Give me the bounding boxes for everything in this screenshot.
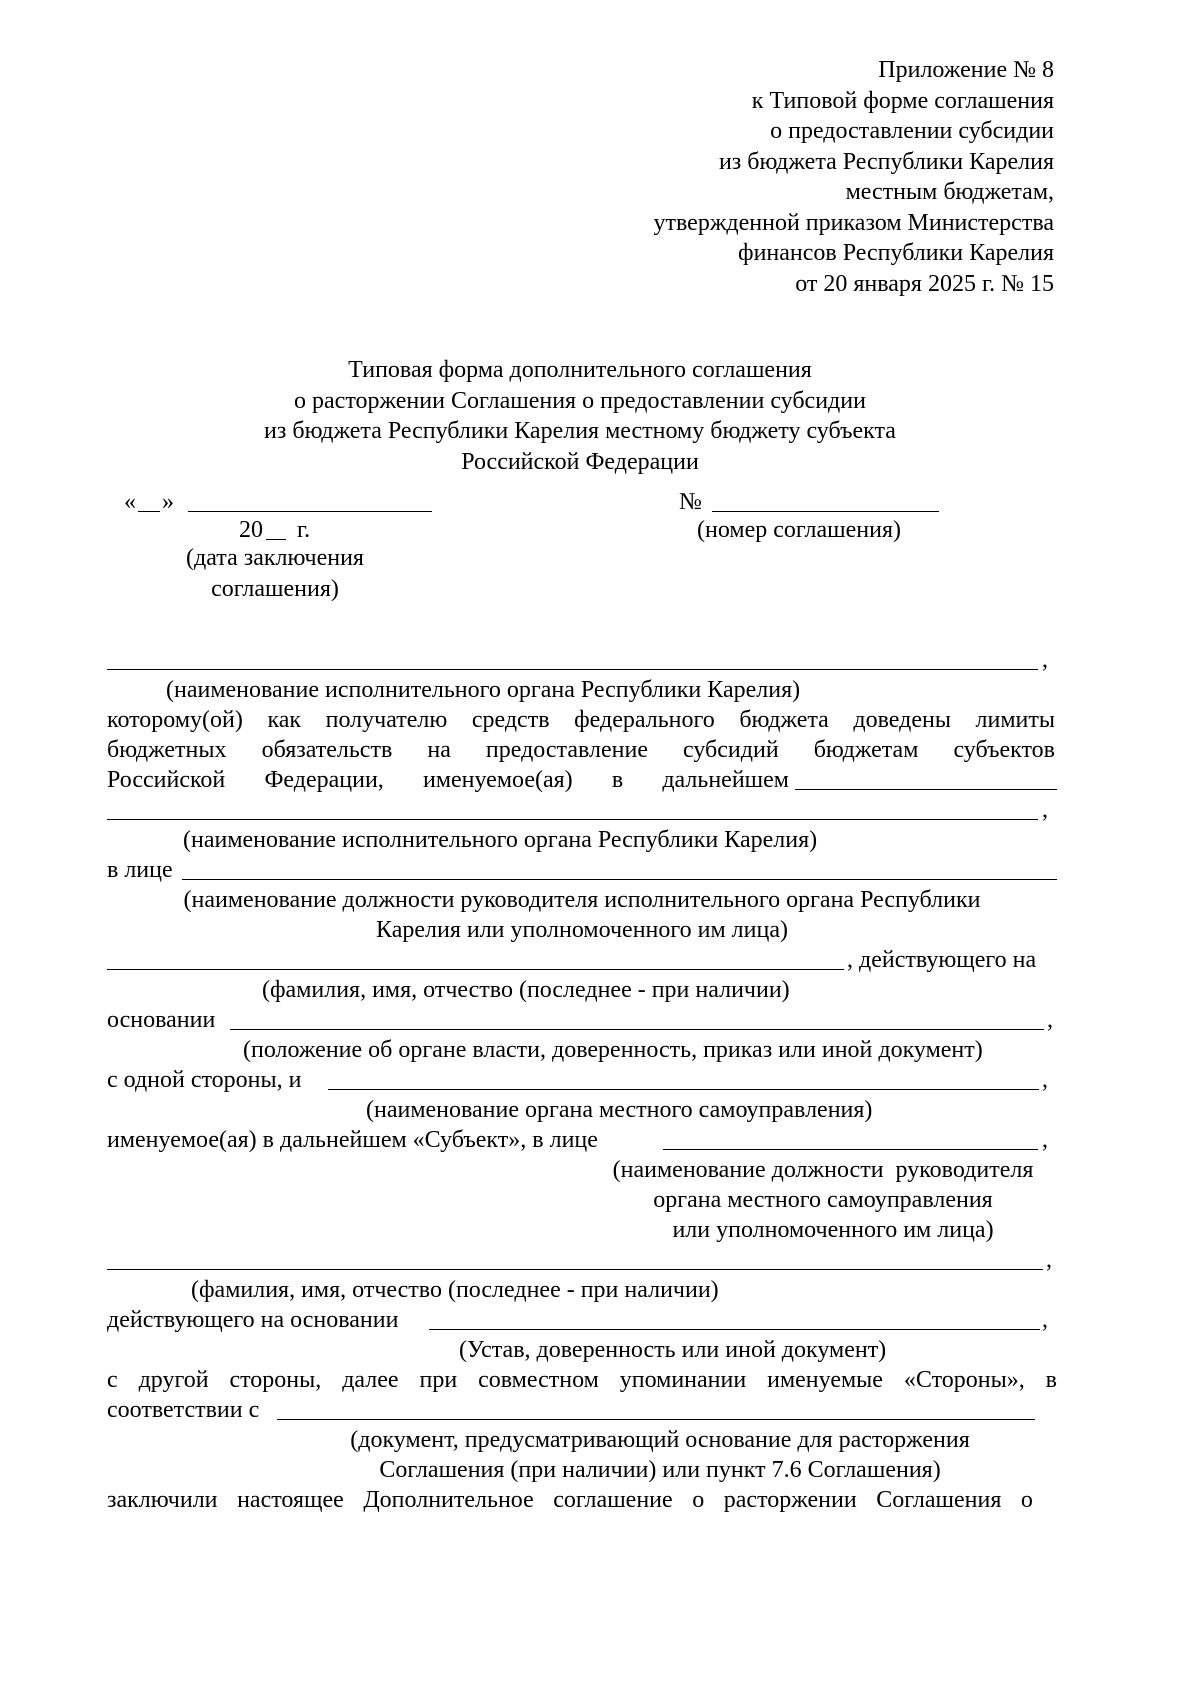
head-fio-line[interactable]	[107, 969, 844, 970]
word: далее	[342, 1367, 399, 1393]
title-line: Типовая форма дополнительного соглашения	[348, 357, 812, 383]
head-position-line[interactable]	[182, 879, 1057, 880]
in-person-label: в лице	[107, 857, 173, 883]
date-year-line[interactable]	[266, 539, 286, 540]
caption-line: (документ, предусматривающий основание для расторжения	[350, 1427, 970, 1453]
exec-org-line-2[interactable]	[107, 819, 1038, 820]
caption-local-head	[593, 1155, 1053, 1245]
word: о	[1020, 1487, 1033, 1513]
date-day-line[interactable]	[138, 511, 160, 512]
word: совместном	[478, 1367, 599, 1393]
word: как	[267, 707, 302, 733]
charter-line[interactable]	[429, 1329, 1040, 1330]
date-caption	[140, 543, 410, 604]
date-month-line[interactable]	[188, 511, 432, 512]
word: Российской	[107, 767, 226, 793]
word: дальнейшем	[662, 767, 789, 793]
document-title	[0, 355, 1160, 477]
caption-head	[107, 885, 1057, 945]
local-head-line[interactable]	[663, 1149, 1038, 1150]
date-caption-line: соглашения)	[211, 575, 339, 602]
in-accordance-label: соответствии с	[107, 1397, 260, 1423]
appendix-block	[654, 55, 1055, 299]
word: лимиты	[975, 707, 1055, 733]
caption-line: или уполномоченного им лица)	[672, 1217, 994, 1243]
comma: ,	[1042, 647, 1048, 673]
paragraph-3-line-1	[107, 1485, 1033, 1515]
exec-org-line-1[interactable]	[107, 669, 1038, 670]
date-caption-line: (дата заключения	[186, 545, 364, 571]
comma: ,	[1046, 1247, 1052, 1273]
caption-basis: (положение об органе власти, доверенность, приказ или иной документ)	[243, 1037, 983, 1063]
caption-line: (наименование должности руководителя исполнительного органа Республики	[183, 887, 981, 913]
caption-fio-2: (фамилия, имя, отчество (последнее - при наличии)	[191, 1277, 719, 1303]
appendix-line: финансов Республики Карелия	[738, 240, 1054, 266]
acting-on-label: , действующего на	[847, 947, 1037, 973]
named-subject-label: именуемое(ая) в дальнейшем «Субъект», в лице	[107, 1127, 598, 1153]
termination-basis-line[interactable]	[277, 1419, 1035, 1420]
word: другой	[138, 1367, 209, 1393]
word: с	[107, 1367, 118, 1393]
word: субъектов	[953, 737, 1055, 763]
date-year-suffix: г.	[297, 517, 311, 543]
acting-basis-label: действующего на основании	[107, 1307, 399, 1333]
appendix-line: местным бюджетам,	[845, 179, 1054, 205]
word: «Стороны»,	[903, 1367, 1025, 1393]
word: расторжении	[723, 1487, 857, 1513]
word: средств	[471, 707, 550, 733]
word: именуемые	[767, 1367, 883, 1393]
appendix-line: о предоставлении субсидии	[770, 118, 1054, 144]
paragraph-2-line-1	[107, 1365, 1057, 1395]
word: соглашение	[553, 1487, 673, 1513]
word: обязательств	[261, 737, 393, 763]
appendix-line: Приложение № 8	[878, 57, 1054, 83]
caption-line: органа местного самоуправления	[653, 1187, 993, 1213]
number-line[interactable]	[712, 511, 939, 512]
word: бюджетам	[813, 737, 919, 763]
word: доведены	[853, 707, 951, 733]
word: стороны,	[229, 1367, 322, 1393]
word: именуемое(ая)	[422, 767, 573, 793]
caption-local-gov: (наименование органа местного самоуправления)	[366, 1097, 873, 1123]
caption-line: Соглашения (при наличии) или пункт 7.6 Соглашения)	[379, 1457, 941, 1483]
comma: ,	[1042, 797, 1048, 823]
appendix-line: от 20 января 2025 г. № 15	[795, 270, 1054, 297]
caption-line: Карелия или уполномоченного им лица)	[376, 917, 788, 943]
word: бюджета	[739, 707, 829, 733]
word: о	[692, 1487, 705, 1513]
word: субсидий	[683, 737, 779, 763]
word: в	[1045, 1367, 1057, 1393]
number-caption: (номер соглашения)	[697, 517, 901, 543]
number-sign: №	[679, 489, 702, 515]
word: при	[419, 1367, 458, 1393]
title-line: о расторжении Соглашения о предоставлении субсидии	[294, 387, 866, 414]
date-year-prefix: 20	[239, 517, 263, 543]
title-line: из бюджета Республики Карелия местному бюджету субъекта	[264, 418, 896, 444]
paragraph-1-line-2	[107, 735, 1055, 765]
comma: ,	[1042, 1307, 1048, 1333]
caption-line: (наименование должности руководителя	[612, 1157, 1034, 1183]
short-name-line[interactable]	[795, 789, 1057, 790]
appendix-line: к Типовой форме соглашения	[751, 87, 1054, 114]
word: Соглашения	[876, 1487, 1002, 1513]
comma: ,	[1047, 1007, 1053, 1033]
date-quote-open: «	[124, 489, 136, 515]
word: Федерации,	[264, 767, 384, 793]
comma: ,	[1042, 1067, 1048, 1093]
word: бюджетных	[107, 737, 227, 763]
paragraph-1-line-3	[107, 765, 789, 795]
comma: ,	[1042, 1127, 1048, 1153]
basis-line[interactable]	[230, 1029, 1044, 1030]
word: предоставление	[485, 737, 648, 763]
caption-exec-org-1: (наименование исполнительного органа Республики Карелия)	[166, 677, 801, 703]
caption-fio-1: (фамилия, имя, отчество (последнее - при наличии)	[262, 977, 790, 1003]
local-head-fio-line[interactable]	[107, 1269, 1043, 1270]
word: получателю	[325, 707, 448, 733]
date-quote-close: »	[162, 489, 174, 515]
word: настоящее	[237, 1487, 344, 1513]
word: в	[611, 767, 624, 793]
word: федерального	[574, 707, 715, 733]
word: упоминании	[619, 1367, 747, 1393]
caption-exec-org-2: (наименование исполнительного органа Республики Карелия)	[183, 827, 818, 853]
paragraph-1-line-1	[107, 705, 1055, 735]
one-side-label: с одной стороны, и	[107, 1067, 302, 1093]
caption-doc	[290, 1425, 1030, 1485]
word: на	[427, 737, 451, 763]
local-gov-line[interactable]	[328, 1089, 1039, 1090]
word: заключили	[107, 1487, 218, 1513]
word: которому(ой)	[107, 707, 243, 733]
appendix-line: утвержденной приказом Министерства	[653, 209, 1054, 236]
title-line: Российской Федерации	[461, 448, 699, 475]
word: Дополнительное	[363, 1487, 534, 1513]
caption-charter: (Устав, доверенность или иной документ)	[459, 1337, 887, 1363]
basis-label: основании	[107, 1007, 216, 1033]
appendix-line: из бюджета Республики Карелия	[718, 148, 1054, 175]
